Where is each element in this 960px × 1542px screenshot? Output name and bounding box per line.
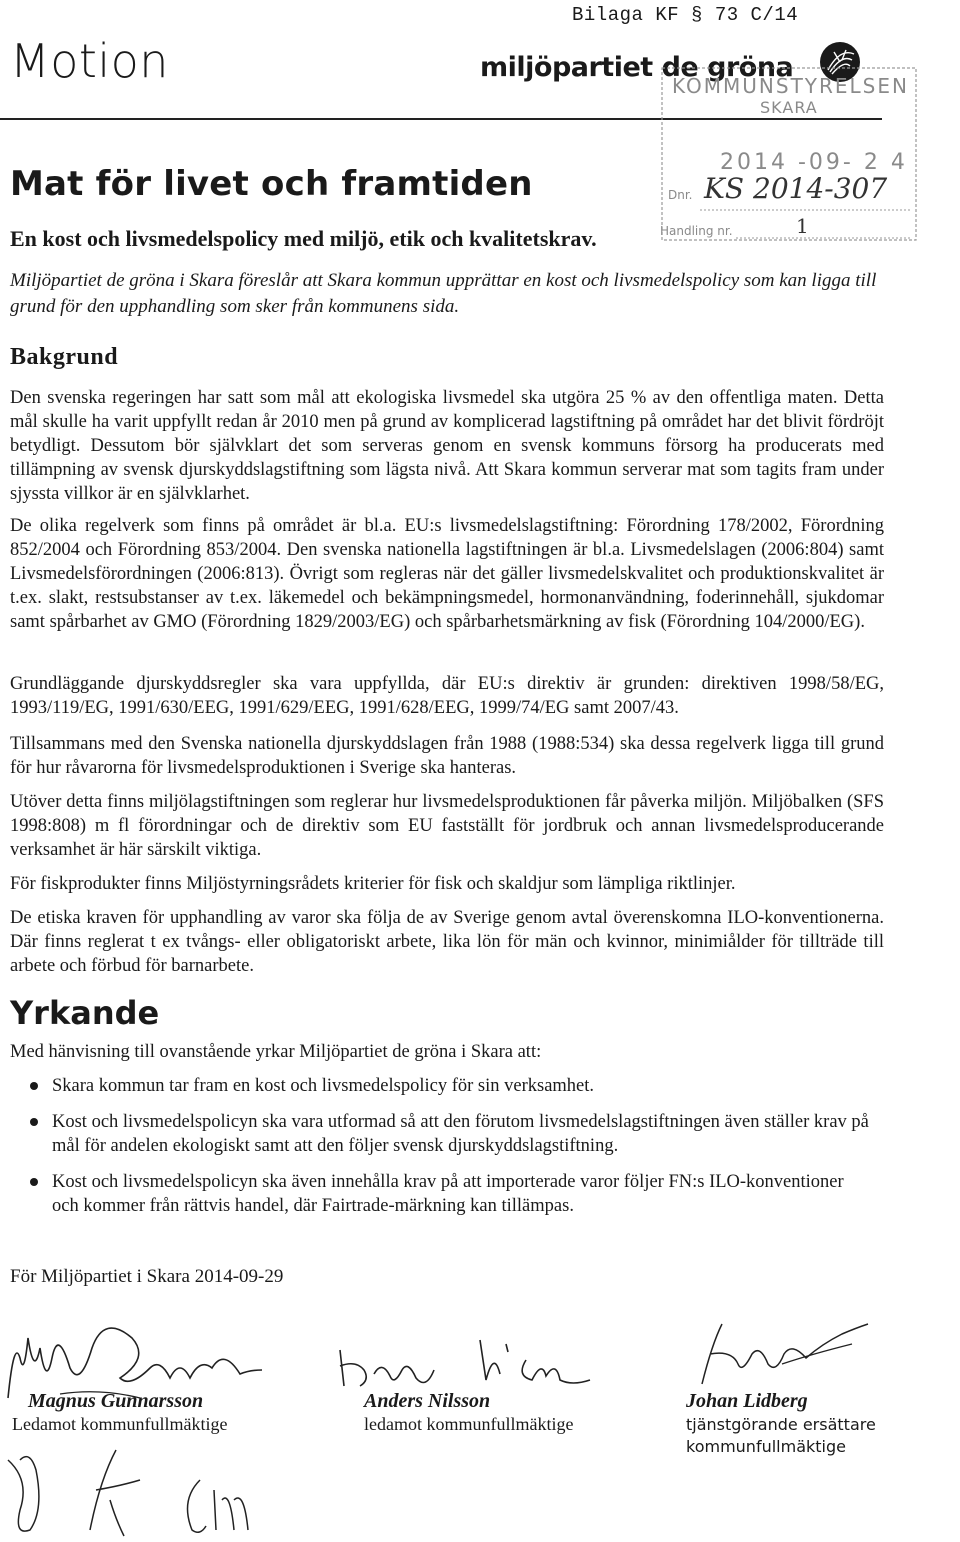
party-logo: miljöpartiet de gröna	[480, 52, 794, 83]
motion-title: Mat för livet och framtiden	[10, 164, 533, 204]
bullet-icon	[30, 1178, 38, 1186]
yrkande-heading: Yrkande	[10, 994, 160, 1032]
signature-johan	[672, 1314, 872, 1394]
background-paragraph: Grundläggande djurskyddsregler ska vara uppfyllda, där EU:s direktiv är grunden: direktiven 1998/58/EG, 1993/119/EG, 1991/630/EEG, 1991/629/EEG, 1991/628/EEG, 1999/74/EG samt 2007/43.	[10, 674, 884, 718]
background-paragraph: Tillsammans med den Svenska nationella djurskyddslagen från 1988 (1988:534) ska dessa regelverk ligga till grund för hur råvarorna för livsmedelsproduktionen i Sverige ska hanteras.	[10, 734, 884, 778]
signatory-role: Ledamot kommunfullmäktige	[12, 1414, 228, 1434]
list-item	[10, 1170, 870, 1218]
motion-subtitle: En kost och livsmedelspolicy med miljö, etik och kvalitetskrav.	[10, 226, 597, 251]
signatory-role: ledamot kommunfullmäktige	[364, 1414, 574, 1434]
background-paragraph: För fiskprodukter finns Miljöstyrningsrådets kriterier för fisk och skaldjur som lämpliga riktlinjer.	[10, 874, 736, 894]
signatory-name: Magnus Gunnarsson	[28, 1390, 204, 1412]
stamp-dnr-label: Dnr.	[668, 188, 693, 202]
received-stamp	[660, 64, 918, 244]
stamp-city: SKARA	[760, 98, 818, 117]
motion-intro: Miljöpartiet de gröna i Skara föreslår att Skara kommun upprättar en kost och livsmedelspolicy som kan ligga till grund för den upphandling som sker från kommunens sida.	[10, 270, 877, 317]
initials-signature	[0, 1440, 280, 1540]
yrkande-intro: Med hänvisning till ovanstående yrkar Miljöpartiet de gröna i Skara att:	[10, 1042, 542, 1062]
stamp-handling-value: 1	[796, 214, 809, 238]
signoff-line: För Miljöpartiet i Skara 2014-09-29	[10, 1266, 284, 1287]
stamp-date: 2014 -09- 2 4	[720, 150, 908, 175]
background-paragraph: Den svenska regeringen har satt som mål att ekologiska livsmedel ska utgöra 25 % av den offentliga maten. Detta mål skulle ha varit uppfyllt redan år 2010 men på grund av komplicerad lagstiftning på området har det blivit fördröjt betydligt. Dessutom bör självklart det som serveras genom en svensk kommuns försorg ha producerats med tillämpning av svensk djurskyddslagstiftning som lägsta nivå. Att Skara kommun serverar mat som tagits fram under sjyssta villkor är en självklarhet.	[10, 388, 884, 504]
attachment-reference: Bilaga KF § 73 C/14	[572, 4, 799, 26]
background-heading: Bakgrund	[10, 344, 119, 370]
signatory-name: Johan Lidberg	[686, 1390, 808, 1412]
list-item	[10, 1074, 870, 1098]
signatory-role: tjänstgörande ersättare kommunfullmäktige	[686, 1415, 876, 1456]
list-item-text: Kost och livsmedelspolicyn ska även innehålla krav på att importerade varor följer FN:s ILO-konventioner och kommer från rättvis handel, där Fairtrade-märkning kan tillämpas.	[52, 1172, 844, 1216]
list-item-text: Kost och livsmedelspolicyn ska vara utformad så att den förutom livsmedelslagstiftningen även ställer krav på mål för andelen ekologiskt samt att den följer svensk djurskyddslagstiftning.	[52, 1112, 869, 1156]
list-item	[10, 1110, 870, 1158]
stamp-org-name: KOMMUNSTYRELSEN	[672, 74, 909, 98]
yrkande-list	[10, 1074, 870, 1230]
document-type-heading: Motion	[10, 34, 169, 88]
stamp-dnr-value: KS 2014-307	[704, 172, 888, 205]
background-paragraph: De etiska kraven för upphandling av varor ska följa de av Sverige genom avtal överenskomna ILO-konventionerna. Där finns reglerat t ex tvångs- eller obligatoriskt arbete, lika lön för män och kvinnor, minimiålder för tillträde till arbete och förbud för barnarbete.	[10, 908, 884, 976]
list-item-text: Skara kommun tar fram en kost och livsmedelspolicy för sin verksamhet.	[52, 1076, 595, 1096]
signatory-name: Anders Nilsson	[364, 1390, 491, 1412]
bullet-icon	[30, 1118, 38, 1126]
background-paragraph: De olika regelverk som finns på området är bl.a. EU:s livsmedelslagstiftning: Förordning 178/2002, Förordning 852/2004 och Förordning 853/2004. Den svenska nationella lagstiftningen är bl.a. Livsmedelslagen (2006:804) samt Livsmedelsförordningen (2006:813). Övrigt som regleras när det gäller livsmedelskvalitet och produktionskvalitet är t.ex. slakt, restsubstanser av t.ex. läkemedel och bekämpningsmedel, hormonanvändning, foderinnehåll, sjukdomar samt spårbarhet av GMO (Förordning 1829/2003/EG) och spårbarhetsmärkning av fisk (Förordning 104/2000/EG).	[10, 516, 884, 632]
background-paragraph: Utöver detta finns miljölagstiftningen som reglerar hur livsmedelsproduktionen får påverka miljön. Miljöbalken (SFS 1998:808) m fl förordningar och de direktiv som EU fastställt för jordbruk och annan livsmedelsproducerande verksamhet är här särskilt viktiga.	[10, 792, 884, 860]
stamp-handling-label: Handling nr.	[660, 224, 733, 238]
bullet-icon	[30, 1082, 38, 1090]
